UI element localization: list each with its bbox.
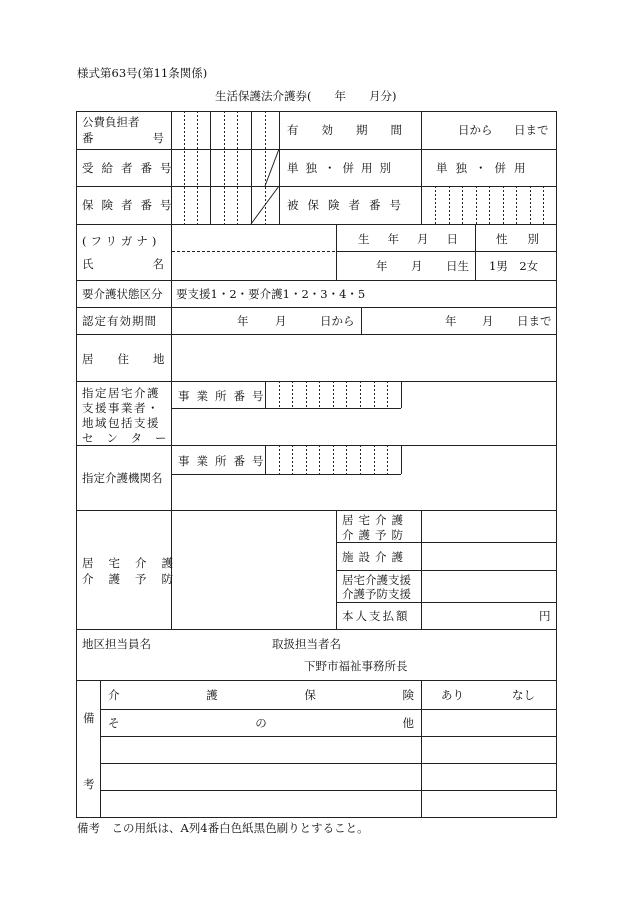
insured-number-label: 被保険者番号 bbox=[287, 198, 410, 212]
office-head: 下野市福祉事務所長 bbox=[304, 659, 408, 673]
validity-period-label: 有効期間 bbox=[287, 123, 425, 137]
home-care-support-label-1: 指定居宅介護 bbox=[82, 386, 160, 400]
care-facility-label: 指定介護機関名 bbox=[82, 471, 163, 485]
home-care-item-4: 本人支払額 bbox=[342, 609, 410, 623]
name-input[interactable] bbox=[172, 252, 336, 280]
cert-to-year: 年 bbox=[445, 314, 457, 328]
birth-month: 月 bbox=[411, 259, 423, 273]
remarks-label-top: 備 bbox=[83, 711, 95, 725]
remarks-other bbox=[108, 716, 414, 730]
gender-value[interactable]: 1男 2女 bbox=[489, 259, 539, 273]
home-care-item-2: 施設介護 bbox=[342, 550, 408, 564]
office-number-label-1: 事業所番号 bbox=[178, 389, 271, 403]
residence-input[interactable] bbox=[172, 335, 556, 381]
birth-date-label: 生年月日 bbox=[358, 232, 476, 246]
home-care-item-3-line1: 居宅介護支援 bbox=[342, 573, 411, 587]
public-payer-label-text: 公費負担者 bbox=[82, 115, 140, 129]
remarks-no[interactable]: なし bbox=[512, 688, 535, 702]
care-level-label: 要介護状態区分 bbox=[82, 287, 163, 301]
name-label bbox=[82, 257, 164, 271]
remarks-insurance bbox=[108, 688, 414, 702]
payment-unit: 円 bbox=[539, 609, 551, 623]
validity-from: 日から bbox=[458, 123, 493, 137]
birth-day: 日生 bbox=[446, 259, 469, 273]
home-care-label-1: 居宅介護 bbox=[82, 556, 188, 570]
care-level-value[interactable]: 要支援1・2・要介護1・2・3・4・5 bbox=[176, 287, 366, 301]
remarks-yes[interactable]: あり bbox=[441, 688, 464, 702]
birth-year: 年 bbox=[376, 259, 388, 273]
footer-note: 備考 この用紙は、A列4番白色紙黒色刷りとすること。 bbox=[77, 821, 369, 835]
residence-label: 居住地 bbox=[82, 352, 189, 366]
home-care-support-label-2: 支援事業者・ bbox=[82, 401, 160, 415]
cert-from-day: 日から bbox=[320, 314, 355, 328]
public-payer-label-2 bbox=[82, 131, 164, 145]
home-care-item-3-line2: 介護予防支援 bbox=[342, 587, 411, 601]
cert-from-year: 年 bbox=[237, 314, 249, 328]
handler-label: 取扱担当者名 bbox=[272, 637, 341, 651]
remarks-other-text: そ の 他 bbox=[108, 716, 414, 730]
cert-from-month: 月 bbox=[275, 314, 287, 328]
furigana-input[interactable] bbox=[172, 225, 336, 251]
public-payer-label-text-2: 番 号 bbox=[82, 131, 164, 145]
validity-to: 日まで bbox=[514, 123, 549, 137]
cert-to-day: 日まで bbox=[517, 314, 552, 328]
remarks-label-bottom: 考 bbox=[83, 777, 95, 791]
insurer-number-label: 保険者番号 bbox=[82, 198, 180, 212]
home-care-label-2: 介護予防 bbox=[82, 572, 188, 586]
public-payer-label-1 bbox=[82, 115, 164, 129]
home-care-item-1-line1: 居宅介護 bbox=[342, 513, 408, 527]
home-care-support-label-3: 地域包括支援 bbox=[82, 416, 160, 430]
remarks-insurance-text: 介 護 保 険 bbox=[108, 688, 414, 702]
cert-period-label: 認定有効期間 bbox=[82, 314, 157, 328]
furigana-label: (フリガナ) bbox=[82, 234, 161, 248]
home-care-support-label-4: センター bbox=[82, 431, 180, 445]
cert-to-month: 月 bbox=[482, 314, 494, 328]
form-number: 様式第63号(第11条関係) bbox=[77, 66, 208, 80]
recipient-number-label: 受給者番号 bbox=[82, 161, 180, 175]
single-combined-label: 単独・併用別 bbox=[287, 161, 398, 175]
district-staff-label: 地区担当員名 bbox=[82, 637, 151, 651]
single-combined-value[interactable]: 単独・併用 bbox=[436, 161, 534, 175]
form-title: 生活保護法介護券( 年 月分) bbox=[215, 89, 397, 103]
name-label-text: 氏 名 bbox=[82, 257, 164, 271]
office-number-label-2: 事業所番号 bbox=[178, 454, 271, 468]
gender-label: 性別 bbox=[496, 232, 559, 246]
home-care-item-1-line2: 介護予防 bbox=[342, 528, 408, 542]
validity-period-input[interactable] bbox=[422, 112, 556, 149]
